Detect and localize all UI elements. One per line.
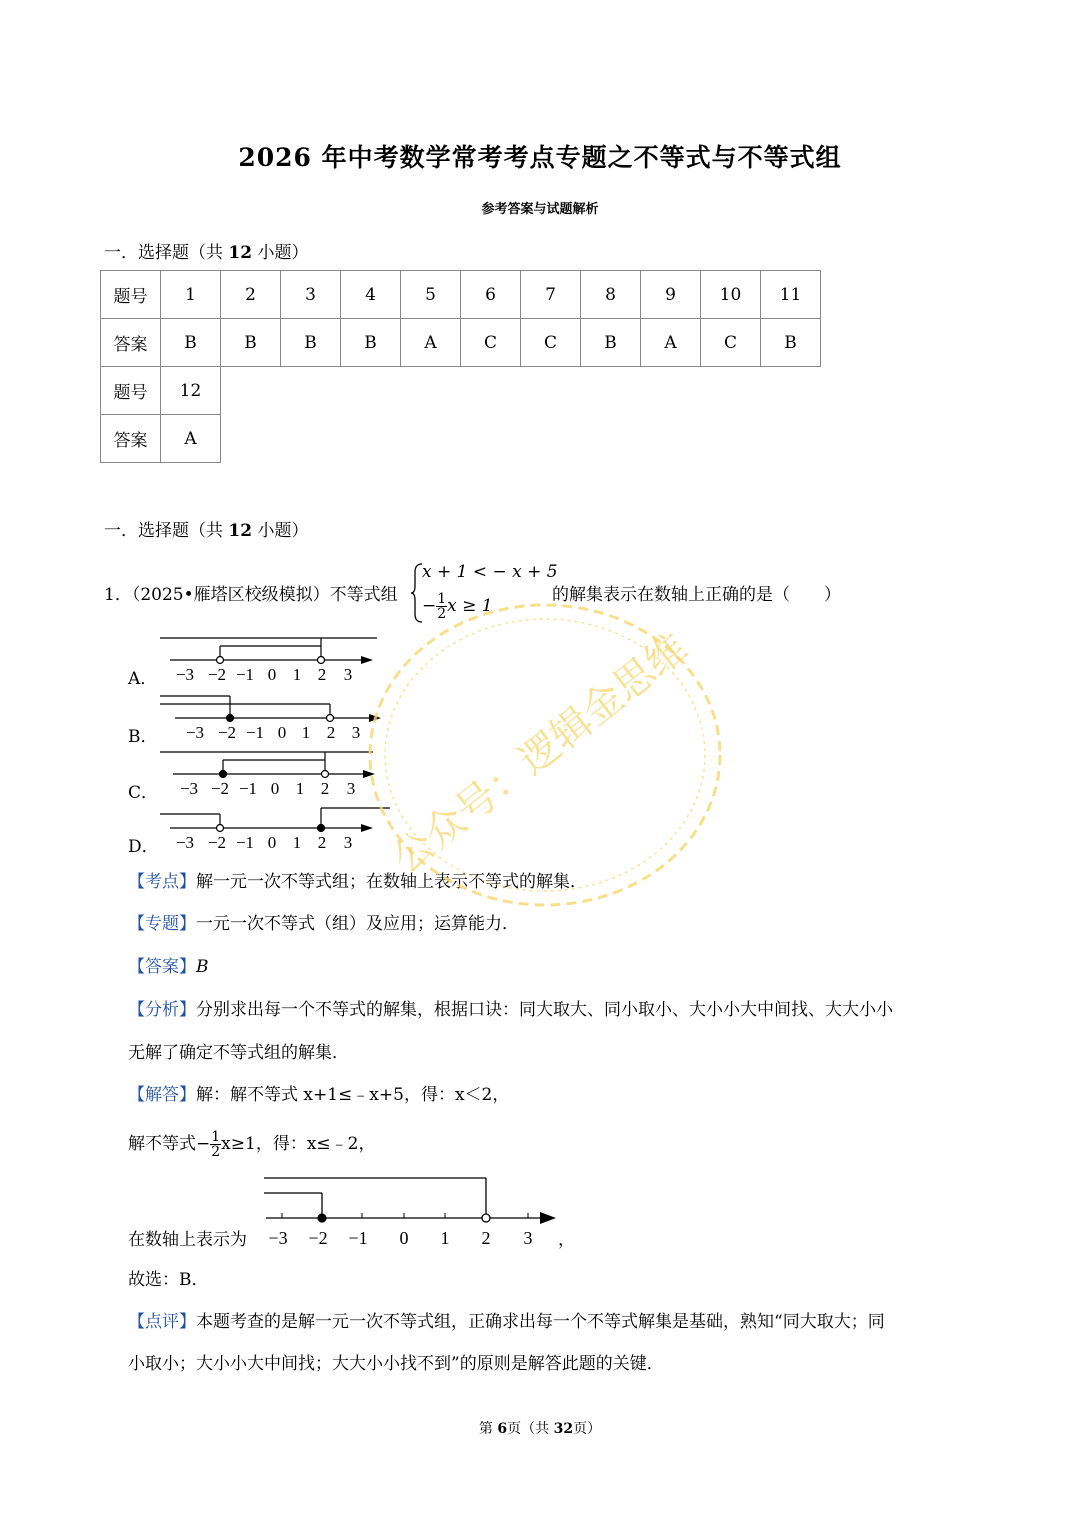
tick-label: 2 <box>326 723 336 742</box>
tick-label: −2 <box>308 1228 328 1248</box>
tick-label: 0 <box>277 723 287 742</box>
tick-label: 3 <box>346 779 356 798</box>
option-a-label: A． <box>128 669 158 689</box>
fenxi-line-2: 无解了确定不等式组的解集． <box>128 1043 349 1063</box>
fenxi-tag: 【分析】 <box>128 1000 196 1020</box>
option-a-number-line <box>155 632 390 687</box>
tick-label: −1 <box>235 665 255 684</box>
dianping-line-2: 小取小；大小小大中间找；大大小小找不到”的原则是解答此题的关键． <box>128 1354 664 1374</box>
answer-table <box>100 270 821 463</box>
tick-label: −2 <box>207 833 227 852</box>
tick-label: 1 <box>440 1228 450 1248</box>
tick-label: −2 <box>207 665 227 684</box>
tick-label: 2 <box>317 665 327 684</box>
jieda-tag: 【解答】 <box>128 1085 196 1105</box>
zhuanti-tag: 【专题】 <box>128 914 196 934</box>
table-cell: B <box>761 319 821 367</box>
section-heading-2: 一．选择题（共 12 小题） <box>104 521 309 541</box>
table-cell: A <box>401 319 461 367</box>
jieda-line-4: 故选：B． <box>128 1270 209 1290</box>
inequality-1: x + 1 < − x + 5 <box>422 562 558 582</box>
tick-label: −3 <box>268 1228 288 1248</box>
table-cell: B <box>341 319 401 367</box>
table-cell: 1 <box>161 271 221 319</box>
jieda-line-1: 【解答】解：解不等式 x+1≤﹣x+5，得：x＜2， <box>128 1085 510 1105</box>
option-b-number-line <box>155 690 390 745</box>
dianping-tag: 【点评】 <box>128 1312 196 1332</box>
daan-tag: 【答案】 <box>128 957 196 977</box>
option-c-number-line <box>155 746 390 801</box>
table-cell: B <box>581 319 641 367</box>
tick-label: 2 <box>481 1228 491 1248</box>
table-cell: C <box>521 319 581 367</box>
page-title: 2026 年中考数学常考考点专题之不等式与不等式组 <box>238 143 842 172</box>
watermark-text: 公众号：逻辑金思维 <box>384 624 697 883</box>
table-cell: C <box>701 319 761 367</box>
row-label: 题号 <box>101 271 161 319</box>
row-label: 答案 <box>101 319 161 367</box>
option-b-label: B． <box>128 727 158 747</box>
table-cell: A <box>161 415 221 463</box>
page-footer: 第 6页（共 32页） <box>478 1421 602 1437</box>
table-cell: 8 <box>581 271 641 319</box>
table-cell: 7 <box>521 271 581 319</box>
tick-label: −2 <box>210 779 230 798</box>
tick-label: 1 <box>301 723 311 742</box>
table-cell: 9 <box>641 271 701 319</box>
tick-label: −3 <box>179 779 199 798</box>
table-cell: 10 <box>701 271 761 319</box>
table-cell: 2 <box>221 271 281 319</box>
jieda-line-3-prefix: 在数轴上表示为 <box>128 1230 247 1250</box>
table-cell: 6 <box>461 271 521 319</box>
solution-number-line <box>258 1168 578 1250</box>
fenxi-line-1: 【分析】分别求出每一个不等式的解集，根据口诀：同大取大、同小取小、大小小大中间找、大大小小 <box>128 1000 893 1020</box>
tick-label: −1 <box>245 723 265 742</box>
tick-label: 0 <box>267 665 277 684</box>
inequality-2: − $\frac{1}{2}$ x ≥ 1 <box>422 591 493 622</box>
question-1-suffix: 的解集表示在数轴上正确的是（ ） <box>552 585 841 605</box>
dianping-line-1: 【点评】本题考查的是解一元一次不等式组，正确求出每一个不等式解集是基础，熟知“同大取大；同 <box>128 1312 885 1332</box>
kaodian-tag: 【考点】 <box>128 872 196 892</box>
tick-label: 2 <box>317 833 327 852</box>
table-cell: 3 <box>281 271 341 319</box>
tick-label: −3 <box>175 833 195 852</box>
table-cell: B <box>161 319 221 367</box>
tick-label: −2 <box>217 723 237 742</box>
tick-label: −3 <box>175 665 195 684</box>
table-cell: B <box>281 319 341 367</box>
table-cell: 4 <box>341 271 401 319</box>
tick-label: 1 <box>295 779 305 798</box>
table-cell: B <box>221 319 281 367</box>
jieda-line-3-suffix: ， <box>558 1230 575 1250</box>
tick-label: −1 <box>348 1228 368 1248</box>
row-label: 答案 <box>101 415 161 463</box>
page-subtitle: 参考答案与试题解析 <box>481 202 599 217</box>
table-row <box>101 319 821 367</box>
table-row <box>101 271 821 319</box>
question-1-prefix: 1．（2025•雁塔区校级模拟）不等式组 <box>104 585 398 605</box>
table-row <box>101 415 821 463</box>
tick-label: 3 <box>351 723 361 742</box>
jieda-line-2: 解不等式− $\frac{1}{2}$ x≥1，得：x≤﹣2， <box>128 1129 376 1160</box>
tick-label: 2 <box>320 779 330 798</box>
table-cell: 11 <box>761 271 821 319</box>
row-label: 题号 <box>101 367 161 415</box>
table-cell: A <box>641 319 701 367</box>
tick-label: 3 <box>343 833 353 852</box>
daan-line: 【答案】B <box>128 957 209 977</box>
table-cell: C <box>461 319 521 367</box>
table-cell: 5 <box>401 271 461 319</box>
tick-label: 0 <box>399 1228 409 1248</box>
tick-label: 1 <box>292 833 302 852</box>
option-d-label: D． <box>128 837 159 857</box>
section-heading-1: 一．选择题（共 12 小题） <box>104 243 309 263</box>
zhuanti-line: 【专题】一元一次不等式（组）及应用；运算能力． <box>128 914 519 934</box>
option-c-label: C． <box>128 783 159 803</box>
table-cell: 12 <box>161 367 221 415</box>
table-row <box>101 367 821 415</box>
option-d-number-line <box>155 800 395 855</box>
tick-label: 0 <box>270 779 280 798</box>
tick-label: 1 <box>292 665 302 684</box>
tick-label: −1 <box>238 779 258 798</box>
tick-label: −3 <box>185 723 205 742</box>
kaodian-line: 【考点】解一元一次不等式组；在数轴上表示不等式的解集． <box>128 872 587 892</box>
tick-label: 3 <box>343 665 353 684</box>
tick-label: 3 <box>523 1228 533 1248</box>
tick-label: −1 <box>235 833 255 852</box>
tick-label: 0 <box>267 833 277 852</box>
